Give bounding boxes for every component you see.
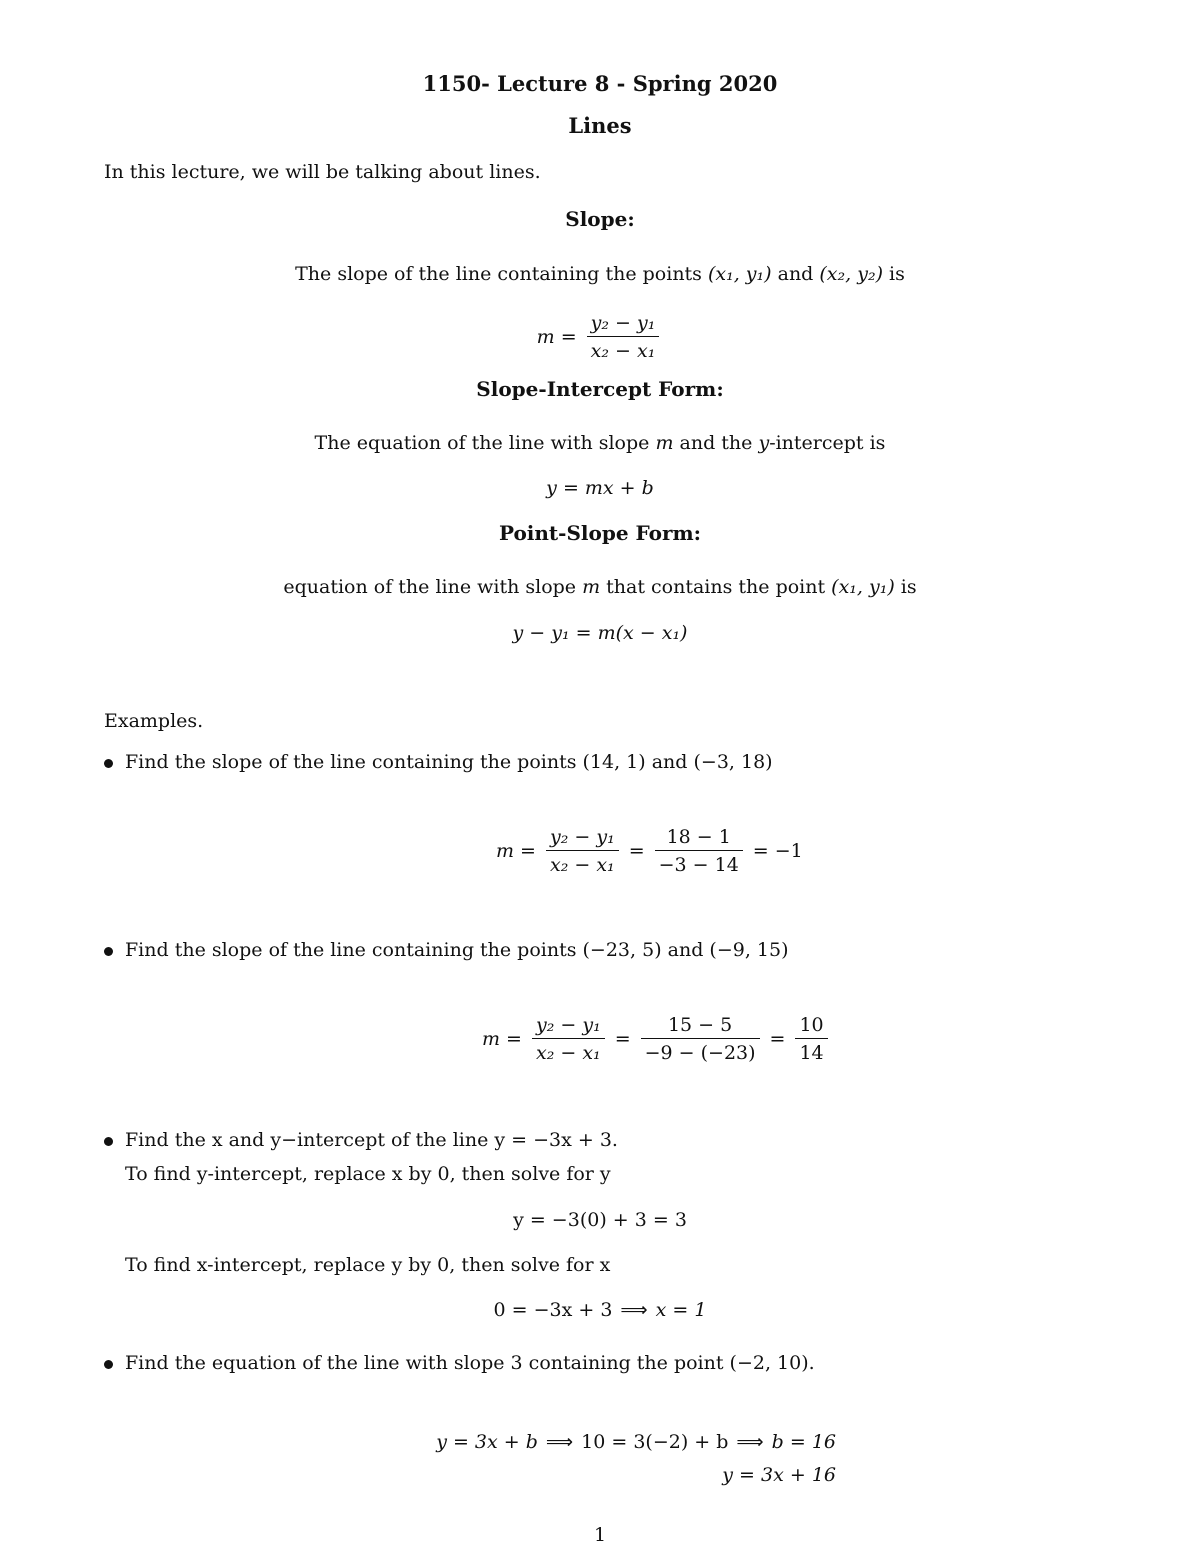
example-4-prompt: Find the equation of the line with slope 3 containing the point (−2, 10). xyxy=(125,1352,815,1374)
intro-text: In this lecture, we will be talking about lines. xyxy=(104,161,541,183)
page-number: 1 xyxy=(593,1524,607,1546)
fraction: $\frac{15 - 5}{-9 - (-23)}$ xyxy=(641,1014,760,1064)
point-slope-definition: equation of the line with slope m that contains the point (x₁, y₁) is xyxy=(283,576,917,598)
example-2-prompt: Find the slope of the line containing the points (−23, 5) and (−9, 15) xyxy=(125,939,789,961)
bullet-icon xyxy=(104,1137,113,1146)
slope-definition: The slope of the line containing the points (x₁, y₁) and (x₂, y₂) is xyxy=(295,263,905,285)
example-2-solution: m = $\frac{\text{y₂ − y₁}}{\text{x₂ − x₁}}$ = $\frac{15 - 5}{-9 - (-23)}$ = $\frac{10}{14}$ xyxy=(482,1014,832,1064)
slope-fraction: $\frac{\text{y₂ − y₁}}{\text{x₂ − x₁}}$ xyxy=(587,312,660,362)
slope-formula: m = $\frac{\text{y₂ − y₁}}{\text{x₂ − x₁}}$ xyxy=(0,312,1200,362)
point-slope-formula: y − y₁ = m(x − x₁) xyxy=(512,622,688,644)
implies-icon: ⟹ xyxy=(545,1431,574,1453)
point-slope-heading: Point-Slope Form: xyxy=(498,521,702,545)
page-subtitle: Lines xyxy=(568,113,632,138)
bullet-icon xyxy=(104,947,113,956)
implies-icon: ⟹ xyxy=(620,1299,648,1321)
fraction: $\frac{\text{y₂ − y₁}}{\text{x₂ − x₁}}$ xyxy=(532,1014,605,1064)
page-title: 1150- Lecture 8 - Spring 2020 xyxy=(422,71,778,96)
implies-icon: ⟹ xyxy=(736,1431,764,1453)
example-4-eq-final: y = 3x + 16 xyxy=(722,1464,836,1486)
example-3-eq-1: y = −3(0) + 3 = 3 xyxy=(513,1209,687,1231)
slope-intercept-definition: The equation of the line with slope m and the y-intercept is xyxy=(314,432,886,454)
examples-label: Examples. xyxy=(104,710,204,732)
bullet-icon xyxy=(104,1360,113,1369)
slope-intercept-heading: Slope-Intercept Form: xyxy=(476,377,724,401)
slope-heading: Slope: xyxy=(565,207,635,231)
example-1-solution: m = $\frac{\text{y₂ − y₁}}{\text{x₂ − x₁}}$ = $\frac{18 - 1}{-3 - 14}$ = −1 xyxy=(496,826,803,876)
slope-intercept-formula: y = mx + b xyxy=(546,477,654,499)
fraction: $\frac{\text{y₂ − y₁}}{\text{x₂ − x₁}}$ xyxy=(546,826,619,876)
example-3-line-1: To find y-intercept, replace x by 0, then solve for y xyxy=(125,1163,611,1185)
example-3-line-2: To find x-intercept, replace y by 0, then solve for x xyxy=(125,1254,611,1276)
example-3-prompt: Find the x and y−intercept of the line y = −3x + 3. xyxy=(125,1129,618,1151)
example-3-eq-2: 0 = −3x + 3 ⟹ x = 1 xyxy=(493,1299,707,1321)
fraction: $\frac{18 - 1}{-3 - 14}$ xyxy=(655,826,743,876)
fraction: $\frac{10}{14}$ xyxy=(795,1014,827,1064)
bullet-icon xyxy=(104,759,113,768)
example-4-eq-1: y = 3x + b ⟹ 10 = 3(−2) + b ⟹ b = 16 xyxy=(436,1431,836,1453)
example-1-prompt: Find the slope of the line containing the points (14, 1) and (−3, 18) xyxy=(125,751,773,773)
